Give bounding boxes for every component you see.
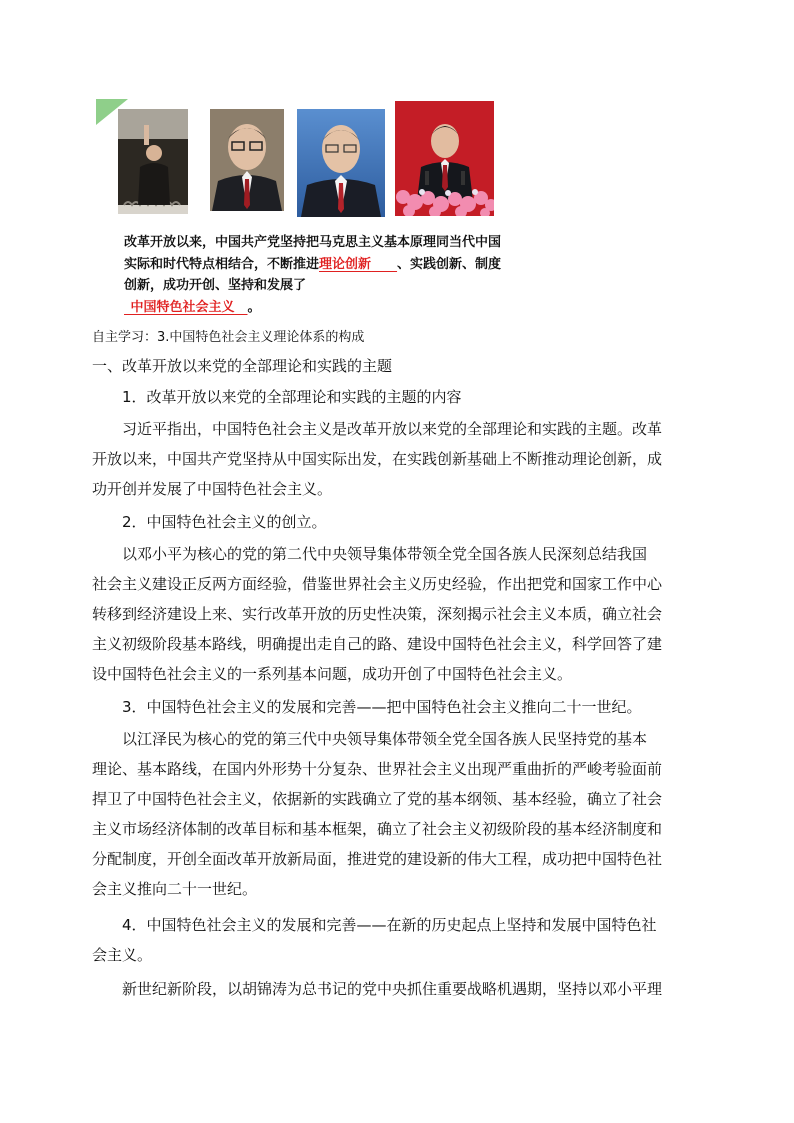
self-study-label: 自主学习：3.中国特色社会主义理论体系的构成 <box>92 330 365 345</box>
paragraph-1: 习近平指出，中国特色社会主义是改革开放以来党的全部理论和实践的主题。改革 开放以来，中国共产党坚持从中国实际出发，在实践创新基础上不断推动理论创新，成 功开创并发展了中国特色社会主义。 <box>92 420 663 498</box>
heading-1: 1．改革开放以来党的全部理论和实践的主题的内容 <box>122 388 462 406</box>
section-title: 一、改革开放以来党的全部理论和实践的主题 <box>92 357 393 375</box>
paragraph-2: 以邓小平为核心的党的第二代中央领导集体带领全党全国各族人民深刻总结我国 社会主义建设正反两方面经验，借鉴世界社会主义历史经验，作出把党和国家工作中心 转移到经济建设上来、实行改革开放的历史性决策，深刻揭示社会主义本质，确立社会 主义初级阶段基本路线，明确提出走自己的路、建设中国特色社会主义，科学回答了建 设中国特色社会主义的一系列基本问题，成功开创了中国特色社会主义。 <box>92 545 663 683</box>
caption-blank-2: 中国特色社会主义 <box>130 299 235 315</box>
paragraph-3: 以江泽民为核心的党的第三代中央领导集体带领全党全国各族人民坚持党的基本 理论、基本路线，在国内外形势十分复杂、世界社会主义出现严重曲折的严峻考验面前 捍卫了中国特色社会主义，依据新的实践确立了党的基本纲领、基本经验，确立了社会 主义市场经济体制的改革目标和基本框架，确立了社会主义初级阶段的基本经济制度和 分配制度，开创全面改革开放新局面，推进党的建设新的伟大工程，成功把中国特色社 会主义推向二十一世纪。 <box>92 730 663 898</box>
paragraph-4: 新世纪新阶段，以胡锦涛为总书记的党中央抓住重要战略机遇期，坚持以邓小平理 <box>122 980 663 998</box>
caption-text-2: 、实践创新、制度创新，成功开创、坚持和发展了 <box>124 256 502 293</box>
caption-text-1: 改革开放以来，中国共产党坚持把马克思主义基本原理同当代中国实际和时代特点相结合，不断推进 <box>124 235 502 272</box>
photo-caption <box>124 232 504 318</box>
photo-leader-2 <box>210 109 284 211</box>
heading-3: 3．中国特色社会主义的发展和完善——把中国特色社会主义推向二十一世纪。 <box>122 698 642 716</box>
caption-text-3: 。 <box>247 299 261 315</box>
heading-4: 4．中国特色社会主义的发展和完善——在新的历史起点上坚持和发展中国特色社 会主义。 <box>92 916 657 964</box>
caption-blank-1: 理论创新 <box>319 256 372 272</box>
photo-leader-1 <box>118 109 188 214</box>
photo-leader-4 <box>395 101 494 216</box>
main-content <box>92 325 700 1004</box>
photo-leader-3 <box>297 109 385 217</box>
heading-2: 2．中国特色社会主义的创立。 <box>122 513 327 531</box>
